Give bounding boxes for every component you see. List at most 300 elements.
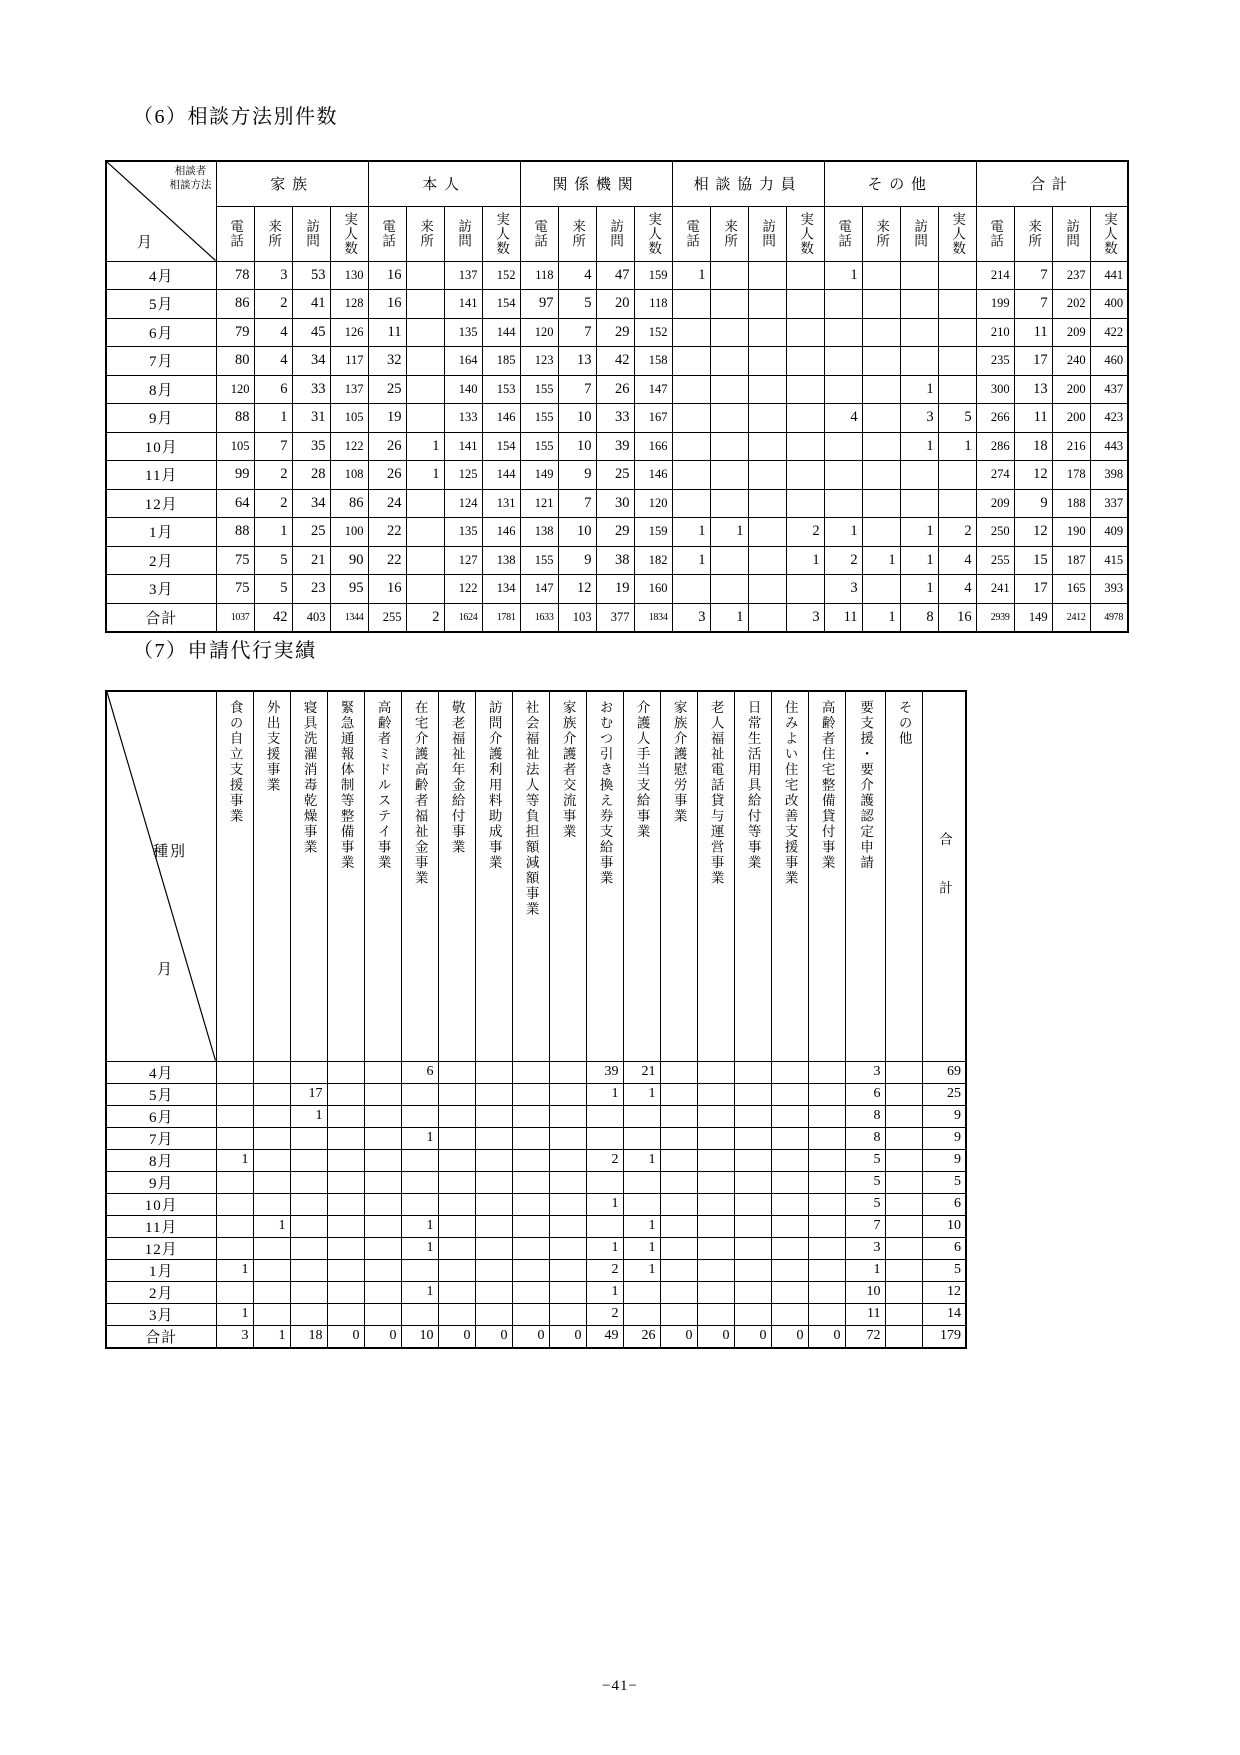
table-row	[106, 489, 1128, 518]
data-cell	[824, 432, 862, 461]
row-label: 2月	[106, 546, 216, 575]
data-cell: 1037	[216, 603, 254, 632]
data-cell	[734, 1083, 771, 1105]
data-cell: 2	[586, 1259, 623, 1281]
data-cell: 123	[520, 347, 558, 376]
data-cell	[808, 1105, 845, 1127]
data-cell	[364, 1171, 401, 1193]
table-row	[106, 546, 1128, 575]
table-row	[106, 375, 1128, 404]
data-cell: 8	[900, 603, 938, 632]
data-cell	[401, 1083, 438, 1105]
data-cell	[824, 461, 862, 490]
data-cell: 1	[254, 404, 292, 433]
data-cell	[512, 1105, 549, 1127]
data-cell: 154	[482, 432, 520, 461]
data-cell: 29	[596, 318, 634, 347]
data-cell: 146	[482, 404, 520, 433]
data-cell	[771, 1215, 808, 1237]
data-cell	[327, 1281, 364, 1303]
data-cell: 4	[254, 318, 292, 347]
data-cell: 1	[216, 1149, 253, 1171]
sub-header: 来所	[558, 206, 596, 261]
data-cell: 12	[922, 1281, 966, 1303]
data-cell: 33	[596, 404, 634, 433]
data-cell	[549, 1281, 586, 1303]
page-number: −41−	[602, 1678, 638, 1694]
data-cell: 0	[660, 1325, 697, 1348]
data-cell	[475, 1303, 512, 1325]
data-cell	[364, 1127, 401, 1149]
data-cell	[660, 1105, 697, 1127]
data-cell	[824, 318, 862, 347]
data-cell: 10	[401, 1325, 438, 1348]
data-cell: 1	[216, 1303, 253, 1325]
data-cell	[327, 1061, 364, 1083]
data-cell	[900, 489, 938, 518]
corner-top-label: 種別	[153, 844, 188, 860]
data-cell: 1	[401, 1237, 438, 1259]
sub-header: 訪問	[1052, 206, 1090, 261]
data-cell: 5	[938, 404, 976, 433]
data-cell	[401, 1259, 438, 1281]
data-cell	[885, 1171, 922, 1193]
data-cell: 1	[406, 461, 444, 490]
data-cell	[549, 1193, 586, 1215]
data-cell	[549, 1303, 586, 1325]
data-cell	[475, 1083, 512, 1105]
data-cell	[808, 1061, 845, 1083]
data-cell	[885, 1259, 922, 1281]
data-cell: 14	[922, 1303, 966, 1325]
row-label: 12月	[106, 1237, 216, 1259]
data-cell: 26	[623, 1325, 660, 1348]
data-cell	[475, 1281, 512, 1303]
table-row	[106, 1105, 966, 1127]
data-cell	[786, 575, 824, 604]
data-cell	[406, 546, 444, 575]
data-cell: 1344	[330, 603, 368, 632]
data-cell: 155	[520, 404, 558, 433]
data-cell	[786, 261, 824, 290]
column-header: おむつ引き換え券支給事業	[586, 691, 623, 1061]
data-cell: 17	[1014, 347, 1052, 376]
data-cell: 200	[1052, 375, 1090, 404]
data-cell: 188	[1052, 489, 1090, 518]
data-cell: 2	[254, 489, 292, 518]
sub-header: 来所	[862, 206, 900, 261]
data-cell: 99	[216, 461, 254, 490]
data-cell: 118	[520, 261, 558, 290]
data-cell: 0	[475, 1325, 512, 1348]
data-cell	[771, 1237, 808, 1259]
data-cell	[623, 1281, 660, 1303]
data-cell	[438, 1193, 475, 1215]
data-cell	[216, 1215, 253, 1237]
data-cell	[710, 575, 748, 604]
data-cell: 78	[216, 261, 254, 290]
data-cell: 0	[364, 1325, 401, 1348]
data-cell: 441	[1090, 261, 1128, 290]
data-cell	[327, 1193, 364, 1215]
data-cell: 274	[976, 461, 1014, 490]
data-cell	[549, 1061, 586, 1083]
data-cell: 1	[824, 261, 862, 290]
data-cell	[672, 290, 710, 319]
data-cell	[771, 1171, 808, 1193]
data-cell	[364, 1193, 401, 1215]
data-cell	[406, 575, 444, 604]
row-label: 5月	[106, 290, 216, 319]
data-cell	[900, 318, 938, 347]
data-cell	[327, 1083, 364, 1105]
data-cell: 10	[845, 1281, 885, 1303]
sub-header: 実人数	[1090, 206, 1128, 261]
data-cell	[216, 1171, 253, 1193]
table-row	[106, 1171, 966, 1193]
data-cell: 6	[401, 1061, 438, 1083]
data-cell	[710, 375, 748, 404]
data-cell	[710, 489, 748, 518]
table1-title: （6）相談方法別件数	[133, 106, 338, 128]
data-cell: 42	[596, 347, 634, 376]
data-cell: 0	[697, 1325, 734, 1348]
data-cell: 144	[482, 461, 520, 490]
data-cell	[885, 1061, 922, 1083]
data-cell	[786, 489, 824, 518]
data-cell: 39	[586, 1061, 623, 1083]
data-cell	[401, 1303, 438, 1325]
data-cell: 88	[216, 404, 254, 433]
column-header: 要支援・要介護認定申請	[845, 691, 885, 1061]
table-row	[106, 432, 1128, 461]
data-cell: 13	[1014, 375, 1052, 404]
data-cell	[710, 318, 748, 347]
data-cell: 9	[922, 1105, 966, 1127]
data-cell: 266	[976, 404, 1014, 433]
data-cell: 1	[586, 1083, 623, 1105]
row-label: 1月	[106, 518, 216, 547]
data-cell: 152	[634, 318, 672, 347]
data-cell	[364, 1259, 401, 1281]
row-label: 3月	[106, 1303, 216, 1325]
data-cell: 6	[845, 1083, 885, 1105]
data-cell: 164	[444, 347, 482, 376]
data-cell: 155	[520, 375, 558, 404]
data-cell: 149	[1014, 603, 1052, 632]
header-row	[106, 691, 966, 1061]
data-cell	[660, 1171, 697, 1193]
data-cell: 134	[482, 575, 520, 604]
group-header: 合計	[976, 161, 1128, 206]
data-cell: 1	[862, 603, 900, 632]
data-cell: 0	[549, 1325, 586, 1348]
data-cell: 250	[976, 518, 1014, 547]
row-label: 12月	[106, 489, 216, 518]
data-cell	[364, 1215, 401, 1237]
data-cell: 146	[634, 461, 672, 490]
application-table	[105, 690, 967, 1349]
data-cell: 72	[845, 1325, 885, 1348]
data-cell	[734, 1171, 771, 1193]
data-cell	[885, 1303, 922, 1325]
data-cell	[623, 1193, 660, 1215]
data-cell	[253, 1083, 290, 1105]
data-cell	[406, 261, 444, 290]
data-cell	[786, 375, 824, 404]
data-cell	[734, 1105, 771, 1127]
data-cell: 11	[1014, 318, 1052, 347]
data-cell: 12	[558, 575, 596, 604]
group-header: 相談協力員	[672, 161, 824, 206]
data-cell	[938, 261, 976, 290]
group-header: その他	[824, 161, 976, 206]
row-label: 4月	[106, 261, 216, 290]
data-cell: 3	[786, 603, 824, 632]
data-cell	[406, 347, 444, 376]
data-cell: 0	[771, 1325, 808, 1348]
column-header: 介護人手当支給事業	[623, 691, 660, 1061]
data-cell	[512, 1149, 549, 1171]
data-cell: 16	[368, 261, 406, 290]
data-cell	[290, 1171, 327, 1193]
data-cell	[290, 1281, 327, 1303]
data-cell: 209	[1052, 318, 1090, 347]
data-cell	[549, 1215, 586, 1237]
data-cell: 1	[672, 518, 710, 547]
data-cell: 1	[938, 432, 976, 461]
data-cell	[771, 1193, 808, 1215]
data-cell: 42	[254, 603, 292, 632]
data-cell: 105	[216, 432, 254, 461]
data-cell: 2	[586, 1149, 623, 1171]
data-cell	[549, 1083, 586, 1105]
table-row	[106, 1127, 966, 1149]
data-cell: 1	[623, 1083, 660, 1105]
data-cell	[808, 1281, 845, 1303]
data-cell	[748, 603, 786, 632]
data-cell	[549, 1105, 586, 1127]
data-cell	[438, 1259, 475, 1281]
data-cell: 1	[900, 518, 938, 547]
corner-top-label: 相談者 相談方法	[169, 166, 212, 191]
data-cell: 9	[558, 546, 596, 575]
data-cell	[216, 1281, 253, 1303]
sub-header: 来所	[1014, 206, 1052, 261]
data-cell: 153	[482, 375, 520, 404]
data-cell: 30	[596, 489, 634, 518]
data-cell: 11	[824, 603, 862, 632]
data-cell: 2412	[1052, 603, 1090, 632]
data-cell: 179	[922, 1325, 966, 1348]
data-cell: 5	[254, 546, 292, 575]
data-cell	[672, 375, 710, 404]
data-cell	[327, 1215, 364, 1237]
row-label: 6月	[106, 1105, 216, 1127]
data-cell: 209	[976, 489, 1014, 518]
data-cell: 240	[1052, 347, 1090, 376]
data-cell: 10	[558, 518, 596, 547]
data-cell	[697, 1105, 734, 1127]
data-cell	[938, 375, 976, 404]
header-groups-row	[106, 161, 1128, 206]
data-cell	[734, 1215, 771, 1237]
data-cell: 135	[444, 518, 482, 547]
data-cell: 165	[1052, 575, 1090, 604]
data-cell: 0	[734, 1325, 771, 1348]
row-label: 8月	[106, 1149, 216, 1171]
data-cell: 2	[824, 546, 862, 575]
data-cell	[290, 1259, 327, 1281]
data-cell: 10	[922, 1215, 966, 1237]
sub-header: 来所	[406, 206, 444, 261]
data-cell: 47	[596, 261, 634, 290]
data-cell	[660, 1061, 697, 1083]
row-label: 11月	[106, 461, 216, 490]
sub-header: 電話	[520, 206, 558, 261]
data-cell: 105	[330, 404, 368, 433]
table-row	[106, 461, 1128, 490]
data-cell: 155	[520, 546, 558, 575]
data-cell: 95	[330, 575, 368, 604]
data-cell: 5	[845, 1149, 885, 1171]
data-cell: 140	[444, 375, 482, 404]
column-header: 在宅介護高齢者福祉金事業	[401, 691, 438, 1061]
column-header: 外出支援事業	[253, 691, 290, 1061]
data-cell	[327, 1237, 364, 1259]
data-cell: 13	[558, 347, 596, 376]
data-cell: 1	[845, 1259, 885, 1281]
data-cell: 1	[710, 603, 748, 632]
data-cell	[327, 1149, 364, 1171]
data-cell: 49	[586, 1325, 623, 1348]
data-cell	[623, 1105, 660, 1127]
data-cell	[438, 1061, 475, 1083]
consultation-table	[105, 160, 1129, 633]
data-cell: 69	[922, 1061, 966, 1083]
data-cell	[406, 404, 444, 433]
table-row	[106, 603, 1128, 632]
data-cell: 22	[368, 546, 406, 575]
data-cell: 147	[634, 375, 672, 404]
header-subs-row	[106, 206, 1128, 261]
data-cell	[253, 1281, 290, 1303]
data-cell: 138	[482, 546, 520, 575]
data-cell: 21	[623, 1061, 660, 1083]
data-cell: 135	[444, 318, 482, 347]
data-cell: 90	[330, 546, 368, 575]
data-cell: 97	[520, 290, 558, 319]
sub-header: 電話	[672, 206, 710, 261]
data-cell: 25	[368, 375, 406, 404]
data-cell	[660, 1303, 697, 1325]
data-cell: 0	[438, 1325, 475, 1348]
data-cell: 3	[672, 603, 710, 632]
data-cell	[808, 1127, 845, 1149]
data-cell: 403	[292, 603, 330, 632]
data-cell: 33	[292, 375, 330, 404]
data-cell	[734, 1061, 771, 1083]
data-cell	[364, 1083, 401, 1105]
column-header: 日常生活用具給付等事業	[734, 691, 771, 1061]
data-cell	[438, 1215, 475, 1237]
data-cell	[216, 1193, 253, 1215]
data-cell: 4978	[1090, 603, 1128, 632]
sub-header: 電話	[216, 206, 254, 261]
data-cell	[475, 1127, 512, 1149]
data-cell: 0	[808, 1325, 845, 1348]
diagonal-line	[107, 692, 216, 1061]
data-cell	[862, 375, 900, 404]
data-cell	[475, 1061, 512, 1083]
data-cell: 182	[634, 546, 672, 575]
data-cell	[697, 1303, 734, 1325]
data-cell	[290, 1237, 327, 1259]
sub-header: 訪問	[596, 206, 634, 261]
data-cell: 128	[330, 290, 368, 319]
corner-cell	[106, 161, 216, 261]
data-cell	[512, 1237, 549, 1259]
data-cell	[771, 1127, 808, 1149]
data-cell: 18	[1014, 432, 1052, 461]
data-cell	[406, 518, 444, 547]
data-cell: 377	[596, 603, 634, 632]
data-cell: 11	[845, 1303, 885, 1325]
data-cell: 19	[596, 575, 634, 604]
data-cell: 190	[1052, 518, 1090, 547]
data-cell: 2	[254, 461, 292, 490]
data-cell	[748, 518, 786, 547]
data-cell: 120	[216, 375, 254, 404]
data-cell	[938, 461, 976, 490]
data-cell	[748, 375, 786, 404]
data-cell	[771, 1061, 808, 1083]
data-cell: 131	[482, 489, 520, 518]
data-cell	[771, 1105, 808, 1127]
corner-bottom-label: 月	[157, 961, 173, 978]
data-cell	[862, 432, 900, 461]
row-label: 合計	[106, 603, 216, 632]
data-cell: 255	[368, 603, 406, 632]
data-cell: 122	[330, 432, 368, 461]
data-cell: 38	[596, 546, 634, 575]
data-cell	[549, 1237, 586, 1259]
data-cell	[438, 1171, 475, 1193]
data-cell: 200	[1052, 404, 1090, 433]
data-cell	[438, 1149, 475, 1171]
data-cell	[885, 1083, 922, 1105]
data-cell	[475, 1149, 512, 1171]
data-cell: 1	[254, 518, 292, 547]
data-cell: 152	[482, 261, 520, 290]
row-label: 1月	[106, 1259, 216, 1281]
data-cell	[364, 1105, 401, 1127]
column-header: 寝具洗濯消毒乾燥事業	[290, 691, 327, 1061]
table-row	[106, 1237, 966, 1259]
data-cell: 3	[845, 1237, 885, 1259]
sub-header: 来所	[710, 206, 748, 261]
data-cell	[512, 1171, 549, 1193]
data-cell: 137	[444, 261, 482, 290]
corner-cell	[106, 691, 216, 1061]
data-cell: 5	[254, 575, 292, 604]
data-cell: 16	[938, 603, 976, 632]
data-cell: 122	[444, 575, 482, 604]
data-cell	[660, 1083, 697, 1105]
data-cell	[824, 489, 862, 518]
data-cell	[475, 1105, 512, 1127]
sub-header: 訪問	[444, 206, 482, 261]
